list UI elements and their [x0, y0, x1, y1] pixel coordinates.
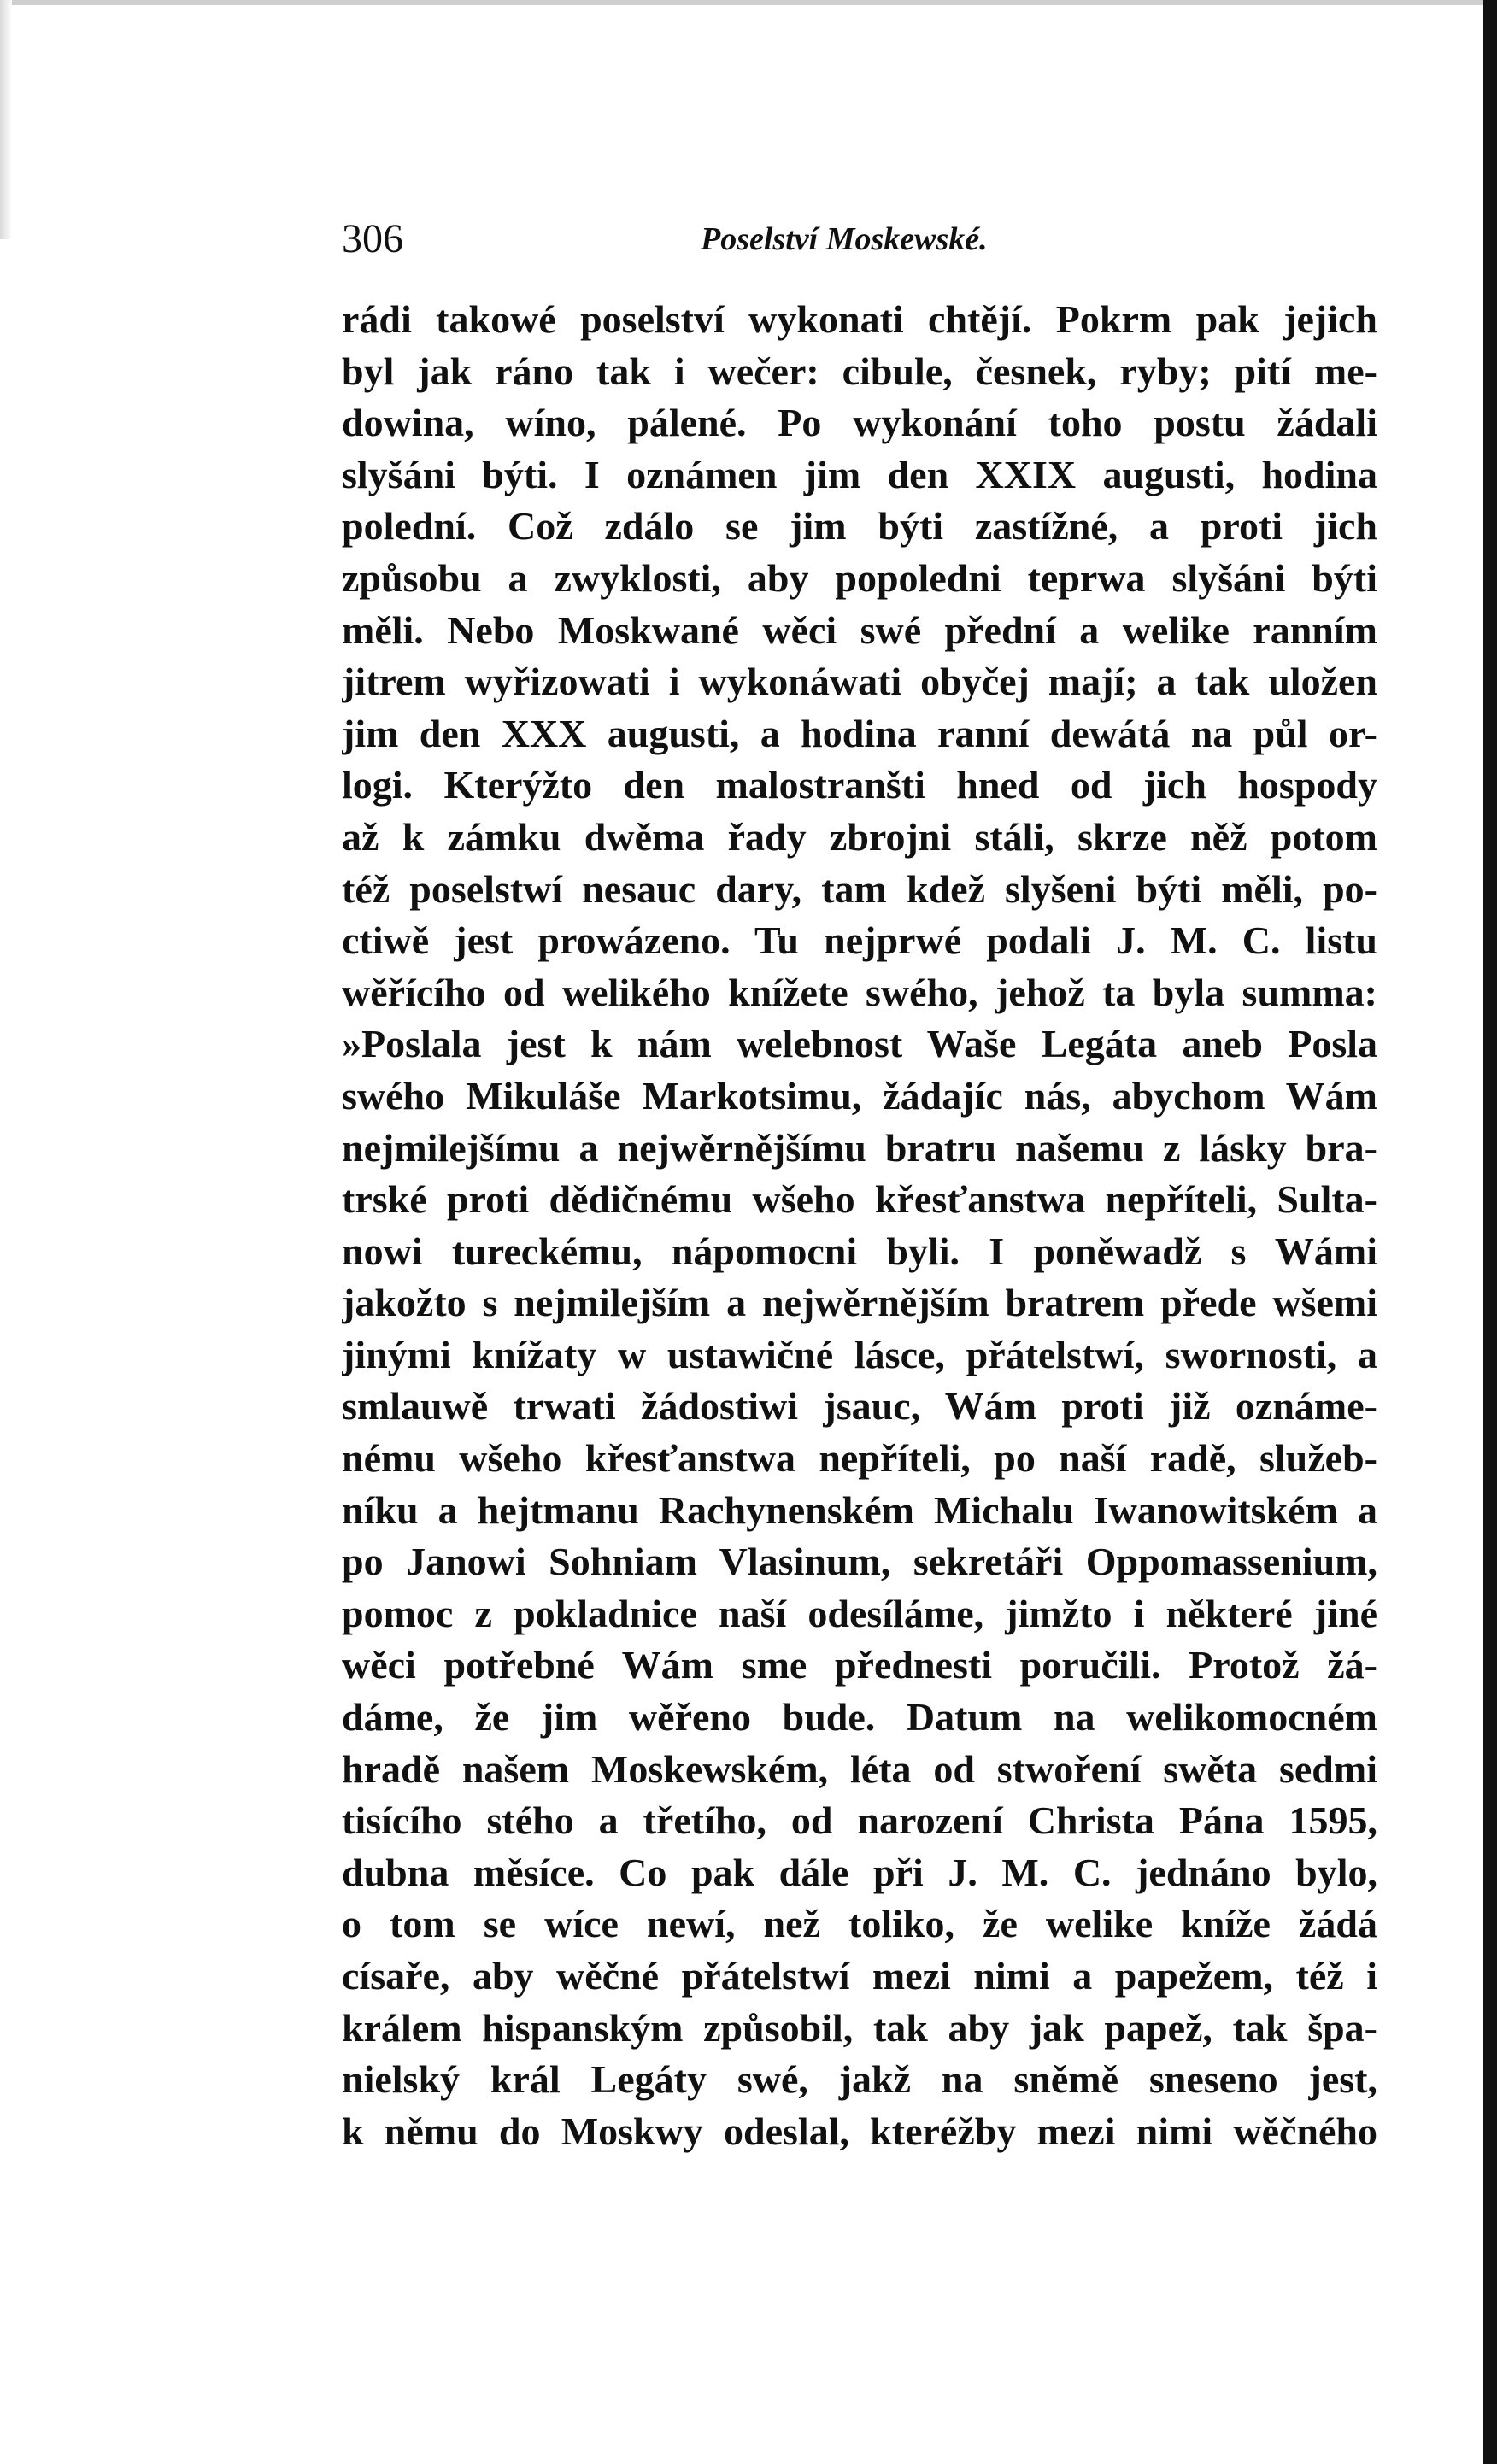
text-line: ctiwě jest prowázeno. Tu nejprwé podali J. M. C. listu — [342, 918, 1377, 963]
text-line: jitrem wyřizowati i wykonáwati obyčej mají; a tak uložen — [342, 660, 1377, 704]
text-line: logi. Kterýžto den malostranšti hned od jich hospody — [342, 763, 1377, 807]
text-line: k němu do Moskwy odeslal, kteréžby mezi nimi wěčného — [342, 2109, 1377, 2153]
text-line: nému wšeho křesťanstwa nepříteli, po naší radě, služeb- — [342, 1436, 1377, 1481]
text-line: jinými knížaty w ustawičné lásce, přátelstwí, swornosti, a — [342, 1332, 1377, 1376]
page-edge-right — [1483, 0, 1497, 2464]
text-line: po Janowi Sohniam Vlasinum, sekretáři Oppomassenium, — [342, 1540, 1377, 1584]
text-line: »Poslala jest k nám welebnost Waše Legáta aneb Posla — [342, 1022, 1377, 1066]
text-line: polední. Což zdálo se jim býti zastížné, a proti jich — [342, 504, 1377, 549]
text-line: způsobu a zwyklosti, aby popoledni teprwa slyšáni býti — [342, 555, 1377, 600]
text-line: o tom se wíce newí, než toliko, že welike kníže žádá — [342, 1902, 1377, 1946]
text-line: swého Mikuláše Markotsimu, žádajíc nás, abychom Wám — [342, 1073, 1377, 1118]
text-line: smlauwě trwati žádostiwi jsauc, Wám proti již oznáme- — [342, 1384, 1377, 1429]
text-line: jakožto s nejmilejším a nejwěrnějším bratrem přede wšemi — [342, 1281, 1377, 1325]
text-line: dowina, wíno, pálené. Po wykonání toho postu žádali — [342, 401, 1377, 445]
text-line: též poselstwí nesauc dary, tam kdež slyšeni býti měli, po- — [342, 866, 1377, 911]
page-header — [342, 214, 1401, 265]
text-line: dubna měsíce. Co pak dále při J. M. C. jednáno bylo, — [342, 1850, 1377, 1894]
text-line: rádi takowé poselství wykonati chtějí. Pokrm pak jejich — [342, 297, 1377, 341]
text-line: wěci potřebné Wám sme přednesti poručili. Protož žá- — [342, 1643, 1377, 1687]
text-line: wěřícího od welikého knížete swého, jehož ta byla summa: — [342, 970, 1377, 1014]
text-line: slyšáni býti. I oznámen jim den XXIX augusti, hodina — [342, 452, 1377, 496]
text-line: trské proti dědičnému wšeho křesťanstwa nepříteli, Sulta- — [342, 1177, 1377, 1222]
body-text — [342, 294, 1377, 2157]
text-line: měli. Nebo Moskwané wěci swé přední a welike ranním — [342, 607, 1377, 652]
page-edge-left — [0, 0, 12, 239]
text-line: byl jak ráno tak i wečer: cibule, česnek, ryby; pití me- — [342, 349, 1377, 393]
text-line: pomoc z pokladnice naší odesíláme, jimžto i některé jiné — [342, 1591, 1377, 1635]
text-line: až k zámku dwěma řady zbrojni stáli, skrze něž potom — [342, 814, 1377, 859]
text-line: nowi tureckému, nápomocni byli. I poněwadž s Wámi — [342, 1229, 1377, 1273]
text-line: hradě našem Moskewském, léta od stwoření swěta sedmi — [342, 1746, 1377, 1791]
text-line: nejmilejšímu a nejwěrnějšímu bratru našemu z lásky bra- — [342, 1125, 1377, 1170]
text-line: králem hispanským způsobil, tak aby jak papež, tak špa- — [342, 2005, 1377, 2050]
text-line: císaře, aby wěčné přátelstwí mezi nimi a papežem, též i — [342, 1954, 1377, 1998]
page-edge-top — [0, 0, 1497, 5]
text-line: níku a hejtmanu Rachynenském Michalu Iwanowitském a — [342, 1487, 1377, 1532]
text-line: jim den XXX augusti, a hodina ranní dewátá na půl or- — [342, 711, 1377, 755]
text-line: nielský král Legáty swé, jakž na sněmě sneseno jest, — [342, 2057, 1377, 2102]
page-number: 306 — [342, 216, 403, 261]
running-title: Poselství Moskewské. — [701, 221, 988, 257]
text-line: tisícího stého a třetího, od narození Christa Pána 1595, — [342, 1798, 1377, 1843]
text-line: dáme, že jim wěřeno bude. Datum na welikomocném — [342, 1695, 1377, 1739]
